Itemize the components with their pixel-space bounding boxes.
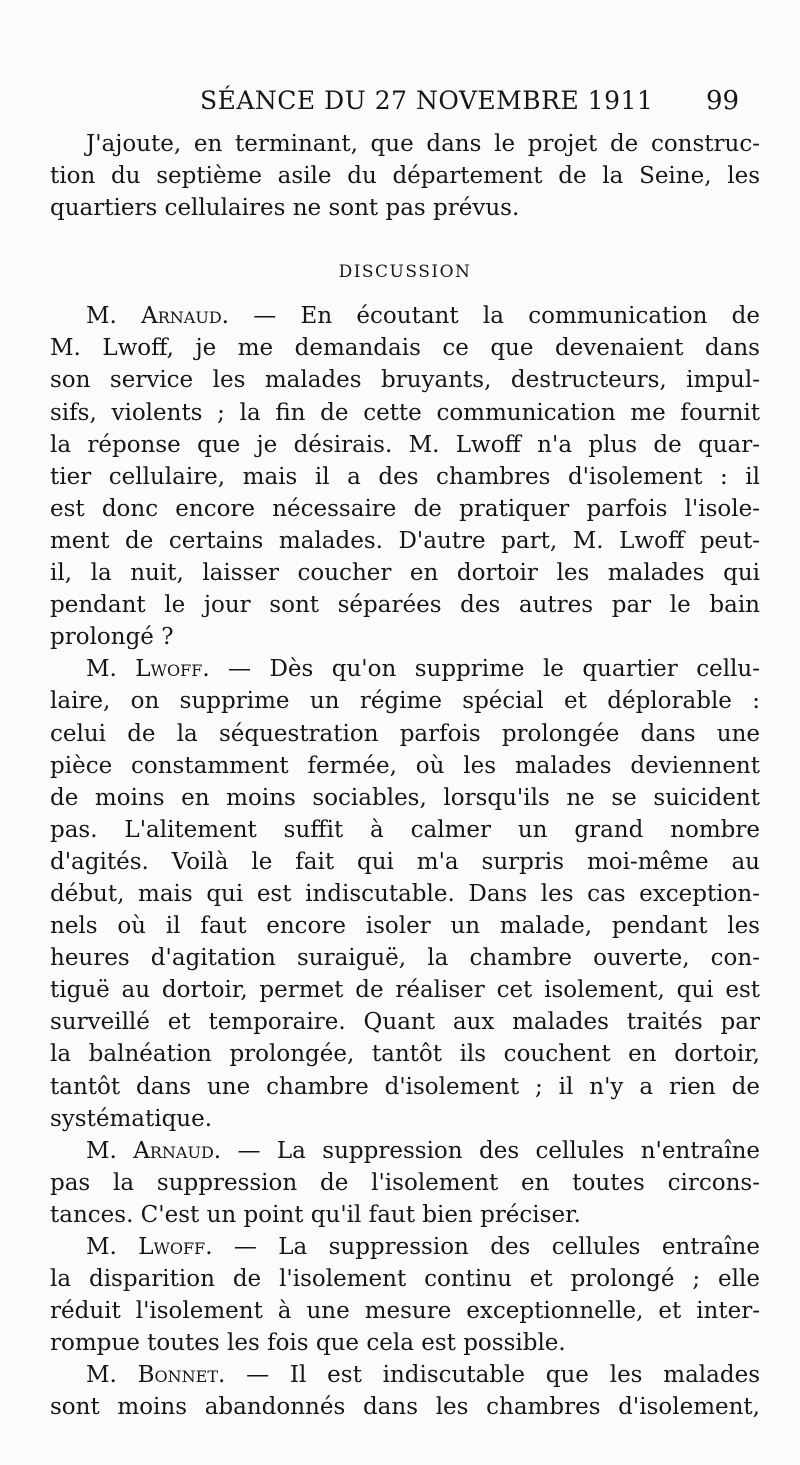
speech-text: — Dès qu'on supprime le quartier cellu- (209, 656, 760, 683)
speech-text: — La suppression des cellules n'entraîne (221, 1137, 760, 1164)
text-line: J'ajoute, en terminant, que dans le projet de construc- (86, 131, 760, 157)
text-line: réduit l'isolement à une mesure exceptionnelle, et inter- (50, 1298, 760, 1325)
text-line: la réponse que je désirais. M. Lwoff n'a plus de quar- (50, 431, 760, 458)
speaker-name: M. Arnaud. (86, 1137, 222, 1164)
text-line: la balnéation prolongée, tantôt ils couchent en dortoir, (50, 1041, 760, 1068)
text-line: heures d'agitation suraiguë, la chambre ouverte, con- (50, 945, 760, 972)
text-line: d'agités. Voilà le fait qui m'a surpris moi-même au (50, 848, 760, 875)
paragraph-arnaud-1 (50, 300, 760, 653)
running-head-title: SÉANCE DU 27 NOVEMBRE 1911 (200, 86, 654, 115)
text-line: pendant le jour sont séparées des autres par le bain (50, 592, 760, 619)
section-heading-discussion: DISCUSSION (338, 262, 472, 283)
text-line (50, 300, 760, 332)
speech-text: — La suppression des cellules entraîne (212, 1234, 760, 1260)
text-line: M. Lwoff, je me demandais ce que devenaient dans (50, 335, 760, 362)
paragraph-arnaud-2 (50, 1135, 760, 1231)
text-line: systématique. (50, 1105, 213, 1132)
text-line: il, la nuit, laisser coucher en dortoir les malades qui (50, 560, 760, 587)
text-line: sifs, violents ; la fin de cette communication me fournit (50, 399, 760, 426)
speaker-name: M. Lwoff. (86, 656, 210, 683)
text-line: son service les malades bruyants, destructeurs, impul- (50, 367, 760, 394)
text-line: nels où il faut encore isoler un malade, pendant les (50, 913, 760, 940)
text-line: tantôt dans une chambre d'isolement ; il n'y a rien de (50, 1073, 760, 1100)
text-line: tances. C'est un point qu'il faut bien préciser. (50, 1201, 581, 1228)
text-line (50, 653, 760, 685)
text-line: la disparition de l'isolement continu et prolongé ; elle (50, 1266, 760, 1293)
text-line (50, 1135, 760, 1167)
paragraph-lwoff-2 (50, 1231, 760, 1359)
speech-text: — Il est indiscutable que les malades (225, 1362, 760, 1389)
text-line (50, 1231, 760, 1263)
text-line: est donc encore nécessaire de pratiquer parfois l'isole- (50, 495, 760, 522)
text-line: de moins en moins sociables, lorsqu'ils ne se suicident (50, 784, 760, 811)
text-line: tier cellulaire, mais il a des chambres d'isolement : il (50, 463, 760, 490)
text-line (50, 1359, 760, 1391)
text-line: rompue toutes les fois que cela est possible. (50, 1330, 566, 1357)
text-line: sont moins abandonnés dans les chambres d'isolement, (50, 1394, 760, 1421)
speaker-name: M. Lwoff. (86, 1234, 213, 1260)
text-line: prolongé ? (50, 624, 174, 651)
running-head (0, 86, 800, 126)
body-text (50, 128, 760, 1424)
page-number: 99 (706, 86, 740, 116)
text-line: laire, on supprime un régime spécial et déplorable : (50, 688, 760, 715)
text-line: pièce constamment fermée, où les malades deviennent (50, 752, 760, 779)
text-line: celui de la séquestration parfois prolongée dans une (50, 720, 760, 747)
text-line: pas. L'alitement suffit à calmer un grand nombre (50, 816, 760, 843)
paragraph-closing-remark (50, 128, 760, 224)
speaker-name: M. Arnaud. (86, 303, 229, 330)
text-line: quartiers cellulaires ne sont pas prévus. (50, 195, 520, 222)
paragraph-lwoff-1 (50, 653, 760, 1134)
text-line: surveillé et temporaire. Quant aux malades traités par (50, 1009, 760, 1036)
text-line: tiguë au dortoir, permet de réaliser cet isolement, qui est (50, 977, 760, 1004)
text-line: ment de certains malades. D'autre part, M. Lwoff peut- (50, 527, 760, 554)
speaker-name: M. Bonnet. (86, 1362, 226, 1389)
paragraph-bonnet-1 (50, 1359, 760, 1423)
speech-text: — En écoutant la communication de (228, 303, 760, 330)
text-line: début, mais qui est indiscutable. Dans les cas exception- (50, 880, 760, 907)
text-line: tion du septième asile du département de la Seine, les (50, 163, 760, 190)
text-line: pas la suppression de l'isolement en toutes circons- (50, 1169, 760, 1196)
